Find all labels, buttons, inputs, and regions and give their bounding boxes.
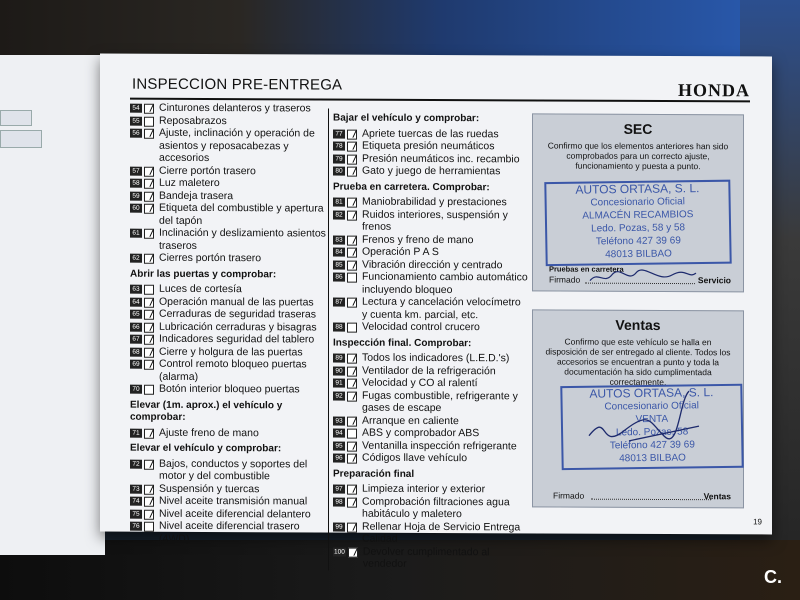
checked-checkbox[interactable]: [144, 104, 154, 114]
item-label: Operación P A S: [362, 245, 439, 259]
checked-checkbox[interactable]: [347, 522, 357, 532]
checked-checkbox[interactable]: [347, 198, 357, 208]
item-number: 82: [333, 210, 345, 219]
page-number: 19: [753, 517, 762, 527]
checked-checkbox[interactable]: [347, 416, 357, 426]
item-number: 63: [130, 285, 142, 294]
sec-signature-box: [532, 113, 744, 292]
item-label: Comprobación filtraciones agua habitáculo y maletero: [362, 495, 510, 521]
empty-checkbox[interactable]: [144, 385, 154, 395]
stamp-line: Concesionario Oficial: [604, 400, 699, 413]
checklist-item: [130, 164, 330, 177]
ventas-signature-box: [532, 309, 744, 508]
left-page-fragment: [0, 55, 105, 555]
checked-checkbox[interactable]: [347, 210, 357, 220]
item-label: Nivel aceite diferencial delantero: [159, 507, 311, 520]
item-label: Velocidad y CO al ralentí: [362, 376, 478, 390]
checklist-item: [333, 296, 528, 322]
sec-signed-label: Firmado: [549, 274, 581, 285]
section-heading: Abrir las puertas y comprobar:: [130, 268, 277, 280]
section-heading: Elevar el vehículo y comprobar:: [130, 442, 282, 455]
checklist-item: [130, 457, 330, 483]
item-label: Luz maletero: [159, 176, 220, 190]
stamp-line: VENTA: [635, 413, 669, 426]
item-number: 74: [130, 497, 142, 506]
checklist-column-2: [328, 109, 528, 571]
item-label: Todos los indicadores (L.E.D.'s): [362, 351, 510, 365]
checked-checkbox[interactable]: [347, 298, 357, 308]
sec-signature: [588, 267, 698, 287]
checklist-item: [333, 439, 528, 452]
item-number: 86: [333, 273, 345, 282]
checklist-item: [130, 482, 330, 495]
stamp-line: Concesionario Oficial: [590, 196, 685, 209]
checked-checkbox[interactable]: [347, 454, 357, 464]
item-label: Ajuste, inclinación y operación de asientos y reposacabezas y accesorios: [159, 126, 315, 165]
item-label: Limpieza interior y exterior: [362, 482, 486, 496]
item-label: Ventanilla inspección refrigerante: [362, 439, 517, 452]
checklist-item: [333, 152, 528, 165]
sec-title: SEC: [623, 120, 653, 137]
item-number: 58: [130, 179, 142, 188]
checklist-item: [130, 333, 330, 346]
item-number: 68: [130, 347, 142, 356]
item-number: 84: [333, 248, 345, 257]
checklist-item: [130, 495, 330, 508]
item-label: Cierre portón trasero: [159, 164, 256, 177]
checked-checkbox[interactable]: [347, 354, 357, 364]
checklist-item: [333, 208, 528, 234]
item-number: 56: [130, 129, 142, 138]
item-label: Operación manual de las puertas: [159, 295, 314, 308]
item-number: 71: [130, 428, 142, 437]
item-number: 100: [334, 548, 345, 556]
honda-logo: HONDA: [678, 80, 750, 101]
checklist-item: [130, 345, 330, 358]
checked-checkbox[interactable]: [347, 129, 357, 139]
checklist-item: [333, 127, 528, 140]
item-label: Indicadores seguridad del tablero: [159, 332, 315, 346]
item-label: Nivel aceite transmisión manual: [159, 494, 308, 508]
stamp-line: 48013 BILBAO: [619, 452, 686, 465]
checked-checkbox[interactable]: [348, 547, 358, 557]
item-number: 81: [333, 198, 345, 207]
item-number: 59: [130, 191, 142, 200]
sec-dealer-stamp: [544, 180, 731, 266]
item-number: 57: [130, 166, 142, 175]
item-label: Etiqueta del combustible y apertura del tapón: [159, 201, 324, 227]
item-number: 98: [333, 497, 345, 506]
ventas-title: Ventas: [615, 316, 661, 333]
checklist-item: [130, 102, 330, 115]
checklist-item: [333, 483, 528, 496]
empty-checkbox[interactable]: [144, 285, 154, 295]
stamp-line: Ledo. Pozas, 58: [615, 426, 689, 439]
checklist-item: [333, 495, 528, 521]
stamp-line: Teléfono 427 39 69: [609, 439, 695, 452]
checklist-item: [333, 196, 528, 209]
checklist-item: [130, 308, 330, 321]
checklist-item: [333, 377, 528, 390]
checklist-item: [333, 427, 528, 440]
item-number: 78: [333, 142, 345, 151]
empty-checkbox[interactable]: [347, 273, 357, 283]
section-heading: Elevar (1m. aprox.) el vehículo y comprobar:: [130, 399, 283, 423]
item-label: Lectura y cancelación velocímetro y cuenta km. parcial, etc.: [362, 295, 521, 321]
empty-checkbox[interactable]: [144, 522, 154, 532]
item-number: 94: [333, 429, 345, 438]
item-number: 62: [130, 254, 142, 263]
item-label: Velocidad control crucero: [362, 320, 480, 334]
item-label: Gato y juego de herramientas: [362, 164, 501, 178]
checked-checkbox[interactable]: [347, 366, 357, 376]
item-label: Devolver cumplimentado al vendedor: [362, 545, 490, 570]
page-title: INSPECCION PRE-ENTREGA: [132, 75, 343, 94]
item-label: Rellenar Hoja de Servicio Entrega Calidad: [362, 520, 521, 545]
checklist-item: [130, 295, 330, 308]
item-label: Funcionamiento cambio automático incluyendo bloqueo: [362, 270, 528, 296]
item-number: 66: [130, 322, 142, 331]
checked-checkbox[interactable]: [144, 229, 154, 239]
checklist-item: [130, 189, 330, 202]
item-label: Fugas combustible, refrigerante y gases de escape: [362, 389, 518, 415]
item-number: 87: [333, 298, 345, 307]
item-label: Lubricación cerraduras y bisagras: [159, 320, 317, 333]
item-number: 89: [333, 354, 345, 363]
item-label: Inclinación y deslizamiento asientos traseros: [159, 226, 326, 252]
item-number: 70: [130, 385, 142, 394]
item-label: Cinturones delanteros y traseros: [159, 101, 311, 115]
stamp-line: Teléfono 427 39 69: [595, 235, 681, 248]
checked-checkbox[interactable]: [347, 441, 357, 451]
item-number: 73: [130, 484, 142, 493]
empty-checkbox[interactable]: [347, 323, 357, 333]
checklist-item: [130, 227, 330, 253]
checked-checkbox[interactable]: [144, 509, 154, 519]
checked-checkbox[interactable]: [144, 335, 154, 345]
checked-checkbox[interactable]: [347, 485, 357, 495]
item-label: Luces de cortesía: [159, 282, 242, 296]
item-label: Botón interior bloqueo puertas: [159, 382, 300, 396]
item-number: 90: [333, 366, 345, 375]
stamp-line: AUTOS ORTASA, S. L.: [589, 385, 714, 401]
item-label: Frenos y freno de mano: [362, 233, 474, 246]
checklist-item: [333, 364, 528, 377]
checklist-item: [130, 127, 330, 165]
item-label: Maniobrabilidad y prestaciones: [362, 195, 507, 209]
checklist-item: [130, 114, 330, 127]
checked-checkbox[interactable]: [347, 260, 357, 270]
item-number: 77: [333, 129, 345, 138]
item-number: 76: [130, 522, 142, 531]
item-label: ABS y comprobador ABS: [362, 426, 480, 440]
checklist-item: [333, 414, 528, 427]
checked-checkbox[interactable]: [144, 347, 154, 357]
checklist-item: [130, 252, 330, 265]
ventas-signed-label: Firmado: [553, 490, 585, 501]
checked-checkbox[interactable]: [144, 459, 154, 469]
checklist-item: [333, 520, 528, 546]
checked-checkbox[interactable]: [144, 484, 154, 494]
checked-checkbox[interactable]: [144, 191, 154, 201]
item-number: 91: [333, 379, 345, 388]
section-heading: Preparación final: [333, 468, 415, 480]
checklist-item: [333, 545, 528, 571]
watermark-logo: C.: [764, 567, 782, 587]
item-number: 65: [130, 310, 142, 319]
checklist-item: [130, 383, 330, 396]
checklist-item: [333, 321, 528, 334]
checked-checkbox[interactable]: [347, 154, 357, 164]
sec-confirmation-text: Confirmo que los elementos anteriores han sido comprobados para un correcto ajuste, funcionamiento y puesta a punto.: [547, 140, 729, 172]
empty-checkbox[interactable]: [347, 429, 357, 439]
checked-checkbox[interactable]: [347, 248, 357, 258]
item-label: Apriete tuercas de las ruedas: [362, 127, 499, 140]
empty-checkbox[interactable]: [144, 116, 154, 126]
checked-checkbox[interactable]: [144, 129, 154, 139]
checked-checkbox[interactable]: [347, 497, 357, 507]
stamp-line: AUTOS ORTASA, S. L.: [575, 181, 700, 197]
checklist-item: [130, 202, 330, 228]
item-label: Códigos llave vehículo: [362, 451, 468, 465]
checklist-page: [100, 54, 772, 570]
item-number: 88: [333, 323, 345, 332]
item-number: 79: [333, 154, 345, 163]
checklist-item: [333, 258, 528, 271]
item-label: Ajuste freno de mano: [159, 426, 259, 439]
item-label: Nivel aceite diferencial trasero (4WD): [159, 519, 300, 545]
stamp-line: 48013 BILBAO: [605, 248, 672, 261]
item-label: Bajos, conductos y soportes del motor y del combustible: [159, 457, 308, 483]
item-number: 80: [333, 167, 345, 176]
item-label: Reposabrazos: [159, 114, 227, 127]
checked-checkbox[interactable]: [144, 166, 154, 176]
page-header: [130, 76, 750, 103]
ventas-confirmation-text: Confirmo que este vehículo se halla en disposición de ser entregado al cliente. Todos los accesorios se encuentran a punto y toda la documentación ha sido cumplimentada correctamente.: [545, 336, 731, 388]
checked-checkbox[interactable]: [347, 167, 357, 177]
stamp-line: ALMACÉN RECAMBIOS: [582, 209, 694, 222]
item-number: 75: [130, 509, 142, 518]
checked-checkbox[interactable]: [144, 254, 154, 264]
item-label: Ruidos interiores, suspensión y frenos: [362, 208, 508, 233]
stamp-line: Ledo. Pozas, 58 y 58: [591, 222, 686, 235]
checklist-item: [130, 177, 330, 190]
item-number: 95: [333, 441, 345, 450]
item-label: Cerraduras de seguridad traseras: [159, 307, 316, 321]
item-number: 64: [130, 297, 142, 306]
checked-checkbox[interactable]: [144, 204, 154, 214]
item-number: 97: [333, 485, 345, 494]
item-label: Vibración dirección y centrado: [362, 258, 503, 271]
checked-checkbox[interactable]: [347, 235, 357, 245]
item-number: 93: [333, 416, 345, 425]
item-number: 60: [130, 204, 142, 213]
checklist-item: [333, 352, 528, 365]
item-number: 61: [130, 229, 142, 238]
road-test-label: Pruebas en carretera: [549, 264, 624, 274]
ventas-signer-label: Ventas: [703, 491, 731, 502]
checklist-item: [333, 140, 528, 153]
item-label: Cierre y holgura de las puertas: [159, 345, 303, 358]
checklist-item: [333, 452, 528, 465]
checked-checkbox[interactable]: [347, 142, 357, 152]
checklist-item: [130, 283, 330, 296]
item-number: 69: [130, 360, 142, 369]
item-label: Cierres portón trasero: [159, 251, 262, 265]
section-heading: Prueba en carretera. Comprobar:: [333, 181, 490, 193]
checked-checkbox[interactable]: [144, 428, 154, 438]
item-number: 85: [333, 260, 345, 269]
item-number: 83: [333, 235, 345, 244]
checklist-item: [333, 389, 528, 415]
ventas-signature: [569, 381, 719, 462]
item-label: Ventilador de la refrigeración: [362, 364, 496, 377]
checklist-item: [130, 426, 330, 439]
checklist-item: [130, 320, 330, 333]
checklist-item: [333, 246, 528, 259]
checklist-column-1: [130, 102, 330, 546]
left-page-field: [0, 110, 32, 126]
section-heading: Bajar el vehículo y comprobar:: [333, 112, 480, 125]
checked-checkbox[interactable]: [347, 391, 357, 401]
checklist-item: [130, 520, 330, 546]
checked-checkbox[interactable]: [144, 297, 154, 307]
item-number: 54: [130, 104, 142, 113]
checklist-item: [333, 271, 528, 297]
checked-checkbox[interactable]: [144, 497, 154, 507]
item-number: 72: [130, 459, 142, 468]
item-number: 55: [130, 116, 142, 125]
checklist-item: [333, 233, 528, 246]
item-label: Presión neumáticos inc. recambio: [362, 152, 520, 165]
checklist-item: [333, 165, 528, 178]
item-label: Arranque en caliente: [362, 414, 459, 427]
ventas-signature-line: [591, 499, 711, 501]
sec-signer-label: Servicio: [697, 275, 731, 286]
checked-checkbox[interactable]: [144, 310, 154, 320]
item-number: 67: [130, 335, 142, 344]
item-label: Bandeja trasera: [159, 189, 234, 202]
item-number: 92: [333, 391, 345, 400]
checked-checkbox[interactable]: [144, 179, 154, 189]
item-label: Control remoto bloqueo puertas (alarma): [159, 357, 307, 383]
item-label: Suspensión y tuercas: [159, 482, 260, 495]
item-number: 99: [333, 522, 345, 531]
checked-checkbox[interactable]: [144, 322, 154, 332]
checklist-item: [130, 507, 330, 520]
checklist-item: [130, 358, 330, 384]
item-label: Etiqueta presión neumáticos: [362, 139, 495, 153]
section-heading: Inspección final. Comprobar:: [333, 337, 472, 349]
item-number: 96: [333, 454, 345, 463]
checked-checkbox[interactable]: [144, 360, 154, 370]
left-page-field: [0, 130, 42, 148]
checked-checkbox[interactable]: [347, 379, 357, 389]
